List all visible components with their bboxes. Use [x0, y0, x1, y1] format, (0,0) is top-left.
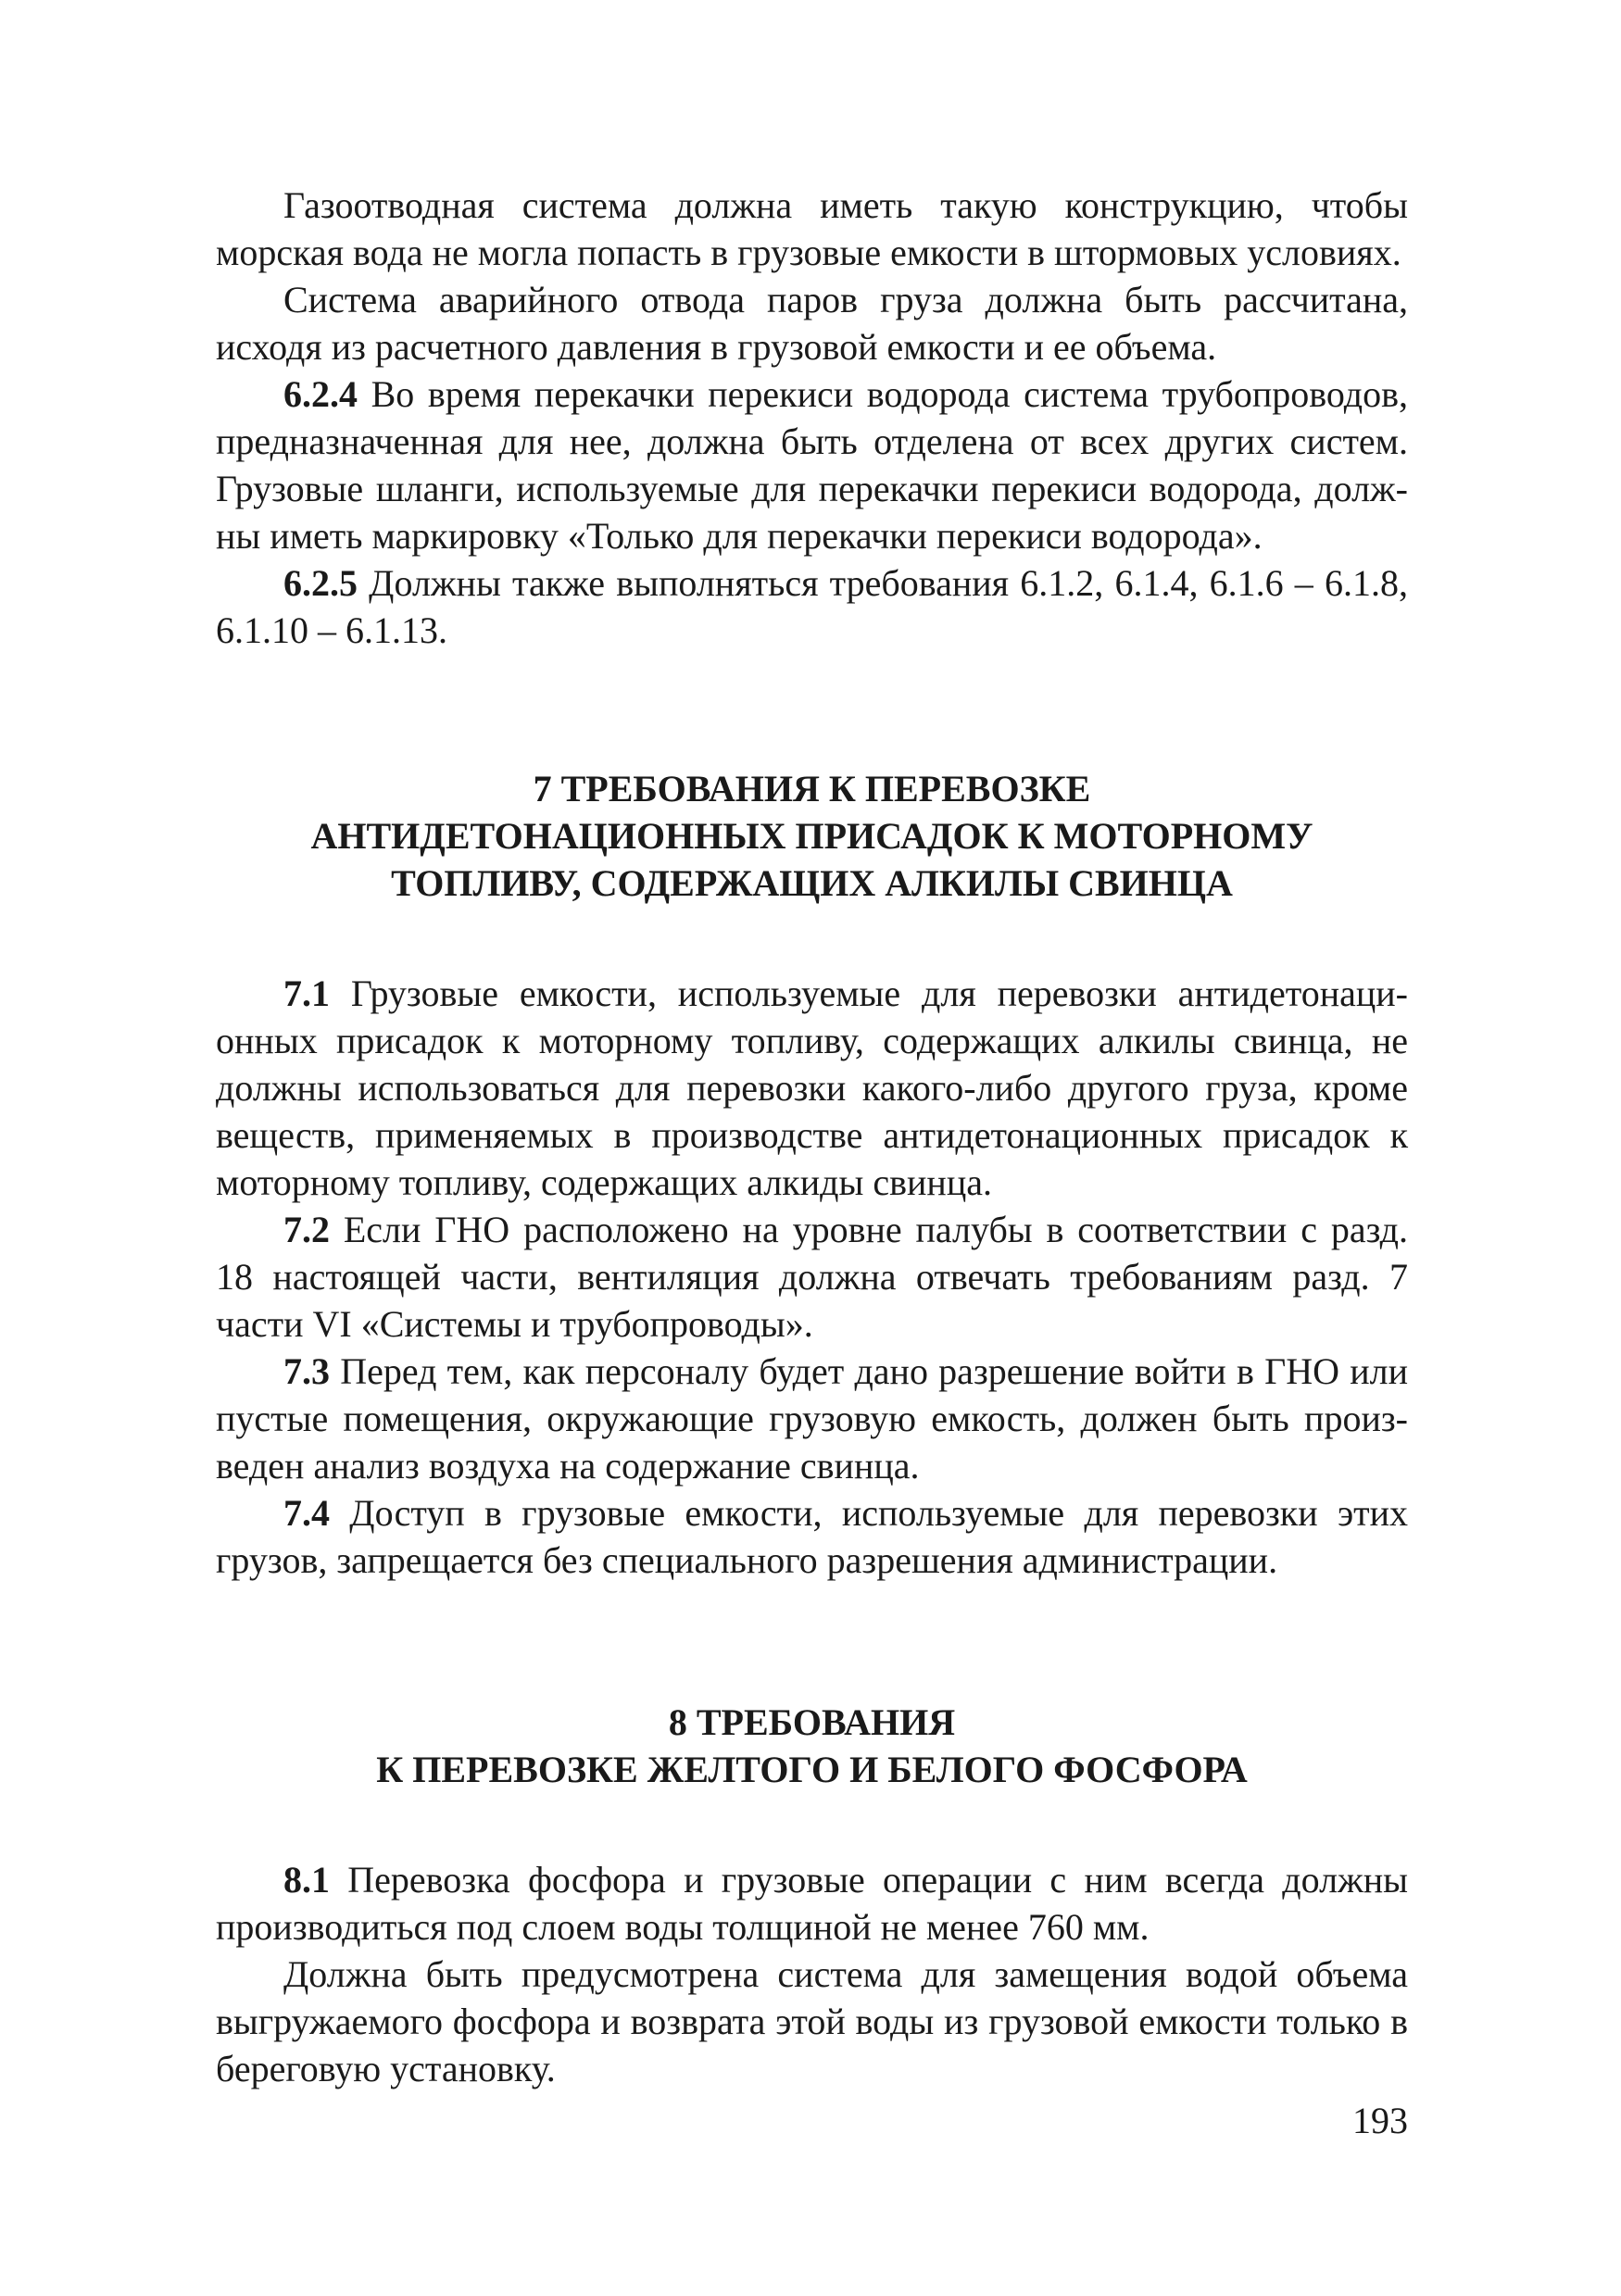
paragraph-text: Во время перекачки перекиси водорода система трубопроводов, предназначенная для нее, должна быть отделена от всех других систем. Грузовые шланги, используемые для перекачки перекиси водорода, должны иметь маркировку «Только для перекачки перекиси водорода».	[216, 373, 1408, 557]
clause-number: 7.4	[283, 1492, 330, 1534]
page-number: 193	[1352, 2100, 1408, 2141]
section-7-heading	[216, 765, 1408, 907]
clause-number: 6.2.4	[283, 373, 358, 415]
paragraph-text: Должны также выполняться требования 6.1.2, 6.1.4, 6.1.6 – 6.1.8, 6.1.10 – 6.1.13.	[216, 562, 1408, 651]
paragraph	[216, 276, 1408, 370]
clause-number: 7.3	[283, 1350, 330, 1392]
heading-line: К ПЕРЕВОЗКЕ ЖЕЛТОГО И БЕЛОГО ФОСФОРА	[376, 1749, 1248, 1790]
document-page	[216, 182, 1408, 2092]
heading-line: 8 ТРЕБОВАНИЯ	[668, 1701, 956, 1743]
clause-number: 6.2.5	[283, 562, 358, 604]
paragraph-text: Если ГНО расположено на уровне палубы в соответствии с разд. 18 настоящей части, вентиляция должна отвечать требованиям разд. 7 части VI «Системы и трубопроводы».	[216, 1209, 1408, 1345]
paragraph	[216, 1348, 1408, 1489]
paragraph	[216, 559, 1408, 654]
clause-number: 7.2	[283, 1209, 330, 1250]
paragraph	[216, 1489, 1408, 1584]
clause-number: 8.1	[283, 1859, 330, 1901]
paragraph	[216, 370, 1408, 559]
paragraph	[216, 1206, 1408, 1348]
paragraph-text: Перед тем, как персоналу будет дано разрешение войти в ГНО или пустые помещения, окружающие грузовую емкость, должен быть произведен анализ воздуха на содержание свинца.	[216, 1350, 1408, 1487]
paragraph-text: Газоотводная система должна иметь такую конструкцию, чтобы морская вода не могла попасть в грузовые емкости в штормовых условиях.	[216, 184, 1408, 273]
section-7-body	[216, 970, 1408, 1584]
paragraph-text: Система аварийного отвода паров груза должна быть рассчитана, исходя из расчетного давления в грузовой емкости и ее объема.	[216, 279, 1408, 368]
paragraph-text: Перевозка фосфора и грузовые операции с ним всегда должны производиться под слоем воды толщиной не менее 760 мм.	[216, 1859, 1408, 1948]
section-8-heading	[216, 1699, 1408, 1793]
heading-line: ТОПЛИВУ, СОДЕРЖАЩИХ АЛКИЛЫ СВИНЦА	[391, 862, 1233, 904]
paragraph-text: Грузовые емкости, используемые для перевозки антидетонационных присадок к моторному топливу, содержащих алкилы свинца, не должны использоваться для перевозки какого-либо другого груза, кроме веществ, применяемых в производстве антидетонационных присадок к моторному топливу, содержащих алкиды свинца.	[216, 972, 1408, 1203]
clause-number: 7.1	[283, 972, 330, 1014]
section-8-body	[216, 1856, 1408, 2092]
paragraph	[216, 970, 1408, 1206]
paragraph-text: Должна быть предусмотрена система для замещения водой объема выгружаемого фосфора и возврата этой воды из грузовой емкости только в береговую установку.	[216, 1953, 1408, 2089]
paragraphs-top	[216, 182, 1408, 654]
paragraph	[216, 182, 1408, 276]
paragraph-text: Доступ в грузовые емкости, используемые для перевозки этих грузов, запрещается без специального разрешения администрации.	[216, 1492, 1408, 1581]
heading-line: АНТИДЕТОНАЦИОННЫХ ПРИСАДОК К МОТОРНОМУ	[310, 815, 1313, 857]
paragraph	[216, 1856, 1408, 1951]
paragraph	[216, 1951, 1408, 2092]
heading-line: 7 ТРЕБОВАНИЯ К ПЕРЕВОЗКЕ	[533, 768, 1091, 809]
